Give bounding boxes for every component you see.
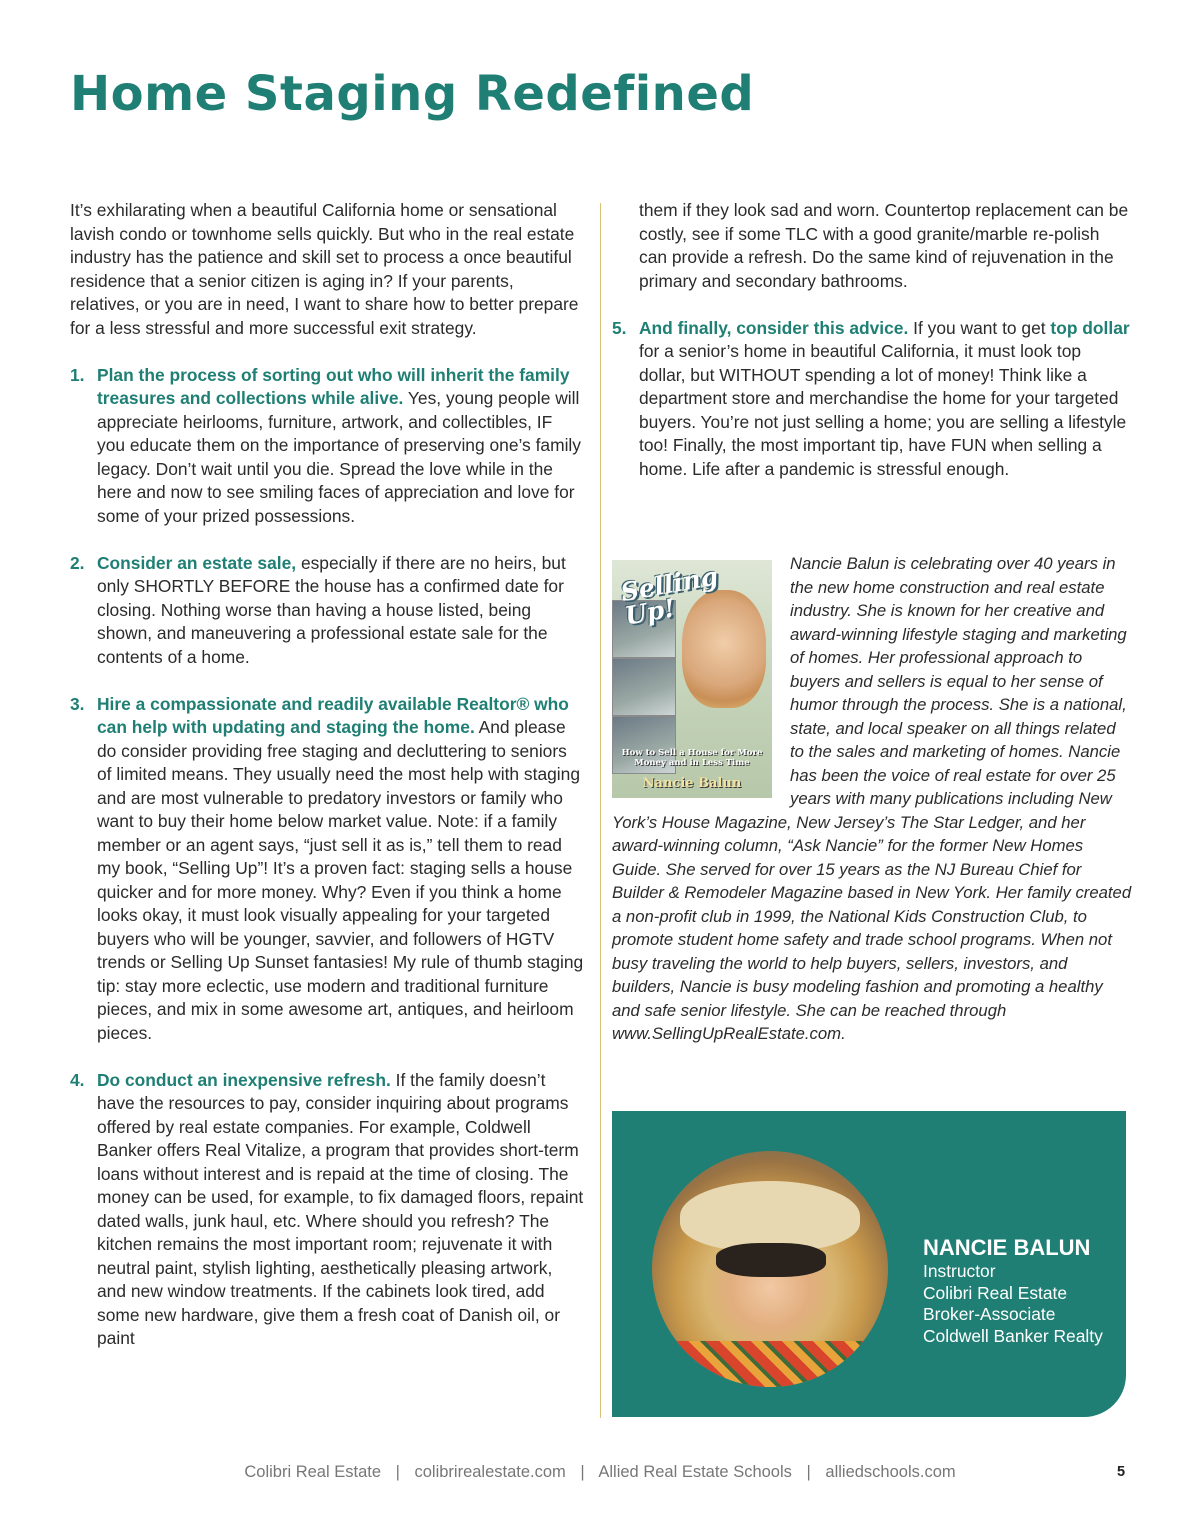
tip-highlight: top dollar [1050, 317, 1130, 338]
author-credentials [923, 1261, 1103, 1347]
book-title: Selling Up! [618, 561, 721, 631]
left-column [70, 199, 585, 1374]
tip-number: 4. [70, 1069, 85, 1090]
tip-heading: Hire a compassionate and readily available Realtor® who can help with updating and staging the home. [97, 693, 569, 737]
page-title: Home Staging Redefined [70, 66, 755, 122]
column-divider [600, 203, 601, 1418]
tip-item [70, 693, 585, 1046]
credential-line: Coldwell Banker Realty [923, 1325, 1103, 1346]
footer-link[interactable]: alliedschools.com [825, 1463, 956, 1481]
tip-number: 5. [612, 317, 627, 338]
bio-text: Nancie Balun is celebrating over 40 years in the new home construction and real estate industry. She is known for her creative and award-winning lifestyle staging and marketing of homes. Her professional approach to buyers and sellers is equal to her sense of humor through the process. She is a national, state, and local speaker on all things related to the sales and marketing of homes. Nancie has been the voice of real estate for over 25 years with many publications including New York’s House Magazine, New Jersey’s The Star Ledger, and her award-winning column, “Ask Nancie” for the former New Homes Guide. She served for over 15 years as the NJ Bureau Chief for Builder & Remodeler Magazine based in New York. Her family created a non-profit club in 1999, the National Kids Construction Club, to promote student home safety and trade school programs. When not busy traveling the world to help buyers, sellers, investors, and builders, Nancie is busy modeling fashion and promoting a healthy and safe senior lifestyle. She can be reached through www.SellingUpRealEstate.com. [612, 554, 1132, 1043]
page-footer [0, 1463, 1200, 1482]
book-subtitle: How to Sell a House for More Money and in Less Time [621, 748, 763, 768]
tip-heading: And finally, consider this advice. [639, 317, 909, 338]
tip-body: Yes, young people will appreciate heirlooms, furniture, artwork, and collectibles, IF you educate them on the importance of preserving one’s family legacy. Don’t wait until you die. Spread the love while in the here and now to see smiling faces of appreciation and love for some of your prized possessions. [97, 388, 581, 526]
footer-item: Allied Real Estate Schools [598, 1463, 792, 1481]
tip-body: If the family doesn’t have the resources to pay, consider inquiring about programs offered by real estate companies. For example, Coldwell Banker offers Real Vitalize, a program that provides short-term loans without interest and is repaid at the time of closing. The money can be used, for example, to fix damaged floors, repaint dated walls, junk haul, etc. Where should you refresh? The kitchen remains the most important room; rejuvenate it with neutral paint, stylish lighting, aesthetically pleasing artwork, and new window treatments. If the cabinets look tired, add some new hardware, give them a fresh coat of Danish oil, or paint [97, 1069, 584, 1348]
book-author: Nancie Balun [642, 776, 742, 791]
tip-item [70, 364, 585, 529]
tip-heading: Consider an estate sale, [97, 552, 297, 573]
footer-separator: | [580, 1463, 585, 1481]
sunglasses-shape [716, 1243, 826, 1277]
tip-number: 1. [70, 364, 85, 385]
tip-item [612, 317, 1132, 482]
author-name: NANCIE BALUN [923, 1235, 1091, 1260]
house-photo [612, 658, 676, 716]
tip-body: especially if there are no heirs, but only SHORTLY BEFORE the house has a confirmed date for closing. Nothing worse than having a house listed, being shown, and maneuvering a professional estate sale for the contents of a home. [97, 552, 566, 667]
tip-body: for a senior’s home in beautiful California, it must look top dollar, but WITHOUT spending a lot of money! Think like a department store and merchandise the home for your targeted buyers. You’re not just selling a home; you are selling a lifestyle too! Finally, the most important tip, have FUN when selling a home. Life after a pandemic is stressful enough. [639, 341, 1127, 479]
tip-number: 2. [70, 552, 85, 573]
hat-shape [680, 1181, 860, 1251]
footer-item: Colibri Real Estate [244, 1463, 381, 1481]
tip-heading: Do conduct an inexpensive refresh. [97, 1069, 391, 1090]
credential-line: Colibri Real Estate [923, 1282, 1068, 1303]
footer-separator: | [806, 1463, 811, 1481]
author-bio [612, 552, 1132, 1046]
tip-item [70, 552, 585, 670]
footer-link[interactable]: colibrirealestate.com [414, 1463, 566, 1481]
tips-list [70, 364, 585, 1351]
right-column [612, 199, 1132, 481]
footer-separator: | [395, 1463, 400, 1481]
tip-continuation: them if they look sad and worn. Countertop replacement can be costly, see if some TLC with a good granite/marble re-polish can provide a refresh. Do the same kind of rejuvenation in the primary and secondary bathrooms. [639, 200, 1129, 291]
author-card [612, 1111, 1126, 1417]
tips-list-continued [612, 317, 1132, 482]
page-number: 5 [1117, 1464, 1126, 1480]
tip-heading: Plan the process of sorting out who will inherit the family treasures and collections while alive. [97, 364, 570, 408]
credential-line: Broker-Associate [923, 1304, 1056, 1324]
tip-body: If you want to get [908, 317, 1051, 338]
credential-line: Instructor [923, 1261, 996, 1281]
tip-number: 3. [70, 693, 85, 714]
book-cover-image [612, 560, 772, 798]
tip-item [70, 1069, 585, 1351]
tip-body: And please do consider providing free staging and decluttering to seniors of limited means. They usually need the most help with staging and are most vulnerable to predatory investors or family who want to buy their home below market value. Note: if a family member or an agent says, “just sell it as is,” tell them to read my book, “Selling Up”! It’s a proven fact: staging sells a house quicker and for more money. Why? Even if you think a home looks okay, it must look visually appealing for your targeted buyers who will be younger, savvier, and followers of HGTV trends or Selling Up Sunset fantasies! My rule of thumb staging tip: stay more eclectic, use modern and traditional furniture pieces, and mix in some awesome art, antiques, and heirloom pieces. [97, 717, 584, 1043]
intro-paragraph: It’s exhilarating when a beautiful California home or sensational lavish condo or townhome sells quickly. But who in the real estate industry has the patience and skill set to process a once beautiful residence that a senior citizen is aging in? If your parents, relatives, or you are in need, I want to share how to better prepare for a less stressful and more successful exit strategy. [70, 200, 579, 338]
author-avatar [652, 1151, 888, 1387]
floral-top-shape [672, 1341, 872, 1387]
